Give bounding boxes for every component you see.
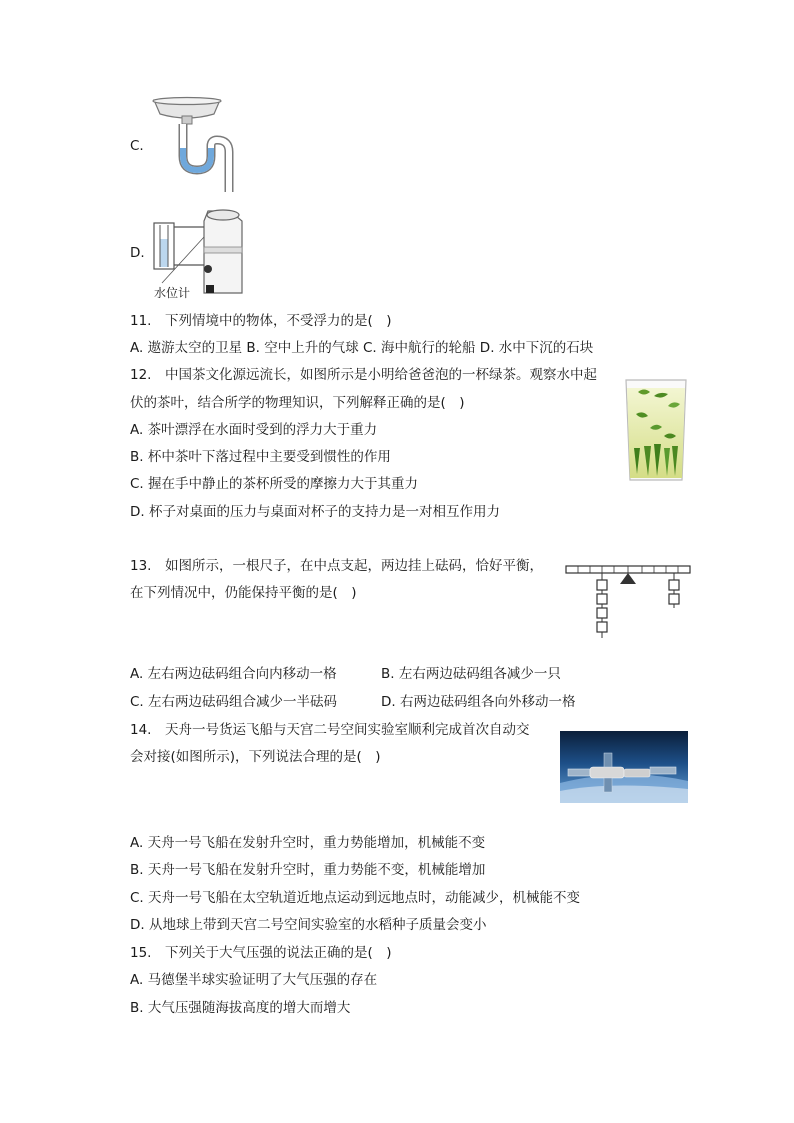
q12-option-a: A. 茶叶漂浮在水面时受到的浮力大于重力 [130, 422, 378, 438]
q12-option-b: B. 杯中茶叶下落过程中主要受到惯性的作用 [130, 449, 391, 465]
q12-stem-line2: 伏的茶叶，结合所学的物理知识，下列解释正确的是( ) [130, 395, 465, 411]
q13-option-c: C. 左右两边砝码组合减少一半砝码 [130, 694, 338, 710]
q15-option-b: B. 大气压强随海拔高度的增大而增大 [130, 1000, 351, 1016]
q15-option-a: A. 马德堡半球实验证明了大气压强的存在 [130, 972, 378, 988]
green-tea-glass-figure [624, 378, 688, 484]
q14-option-b: B. 天舟一号飞船在发射升空时，重力势能不变，机械能增加 [130, 862, 486, 878]
spacecraft-docking-figure [560, 731, 688, 803]
q14-option-c: C. 天舟一号飞船在太空轨道近地点运动到远地点时，动能减少，机械能不变 [130, 890, 581, 906]
q14-stem-line1: 14. 天舟一号货运飞船与天宫二号空间实验室顺利完成首次自动交 [130, 722, 530, 738]
q10-option-c-label: C. [130, 138, 144, 154]
q13-stem-line1: 13. 如图所示，一根尺子，在中点支起，两边挂上砝码，恰好平衡， [130, 558, 543, 574]
q10-option-d-label: D. [130, 245, 145, 261]
q15-stem: 15. 下列关于大气压强的说法正确的是( ) [130, 945, 392, 961]
q11-stem: 11. 下列情境中的物体，不受浮力的是( ) [130, 313, 392, 329]
sink-trap-figure [150, 96, 240, 194]
q12-stem-line1: 12. 中国茶文化源远流长，如图所示是小明给爸爸泡的一杯绿茶。观察水中起 [130, 367, 597, 383]
q13-stem-line2: 在下列情况中，仍能保持平衡的是( ) [130, 585, 357, 601]
lever-balance-figure [562, 562, 694, 642]
water-gauge-caption: 水位计 [154, 286, 191, 300]
q14-option-d: D. 从地球上带到天宫二号空间实验室的水稻种子质量会变小 [130, 917, 487, 933]
q14-stem-line2: 会对接(如图所示)，下列说法合理的是( ) [130, 749, 381, 765]
q14-option-a: A. 天舟一号飞船在发射升空时，重力势能增加，机械能不变 [130, 835, 486, 851]
q13-option-b: B. 左右两边砝码组各减少一只 [381, 666, 561, 682]
q13-option-a: A. 左右两边砝码组合向内移动一格 [130, 666, 337, 682]
q13-option-d: D. 右两边砝码组各向外移动一格 [381, 694, 576, 710]
q12-option-d: D. 杯子对桌面的压力与桌面对杯子的支持力是一对相互作用力 [130, 504, 500, 520]
q12-option-c: C. 握在手中静止的茶杯所受的摩擦力大于其重力 [130, 476, 419, 492]
q11-options: A. 遨游太空的卫星 B. 空中上升的气球 C. 海中航行的轮船 D. 水中下沉的石块 [130, 340, 594, 356]
